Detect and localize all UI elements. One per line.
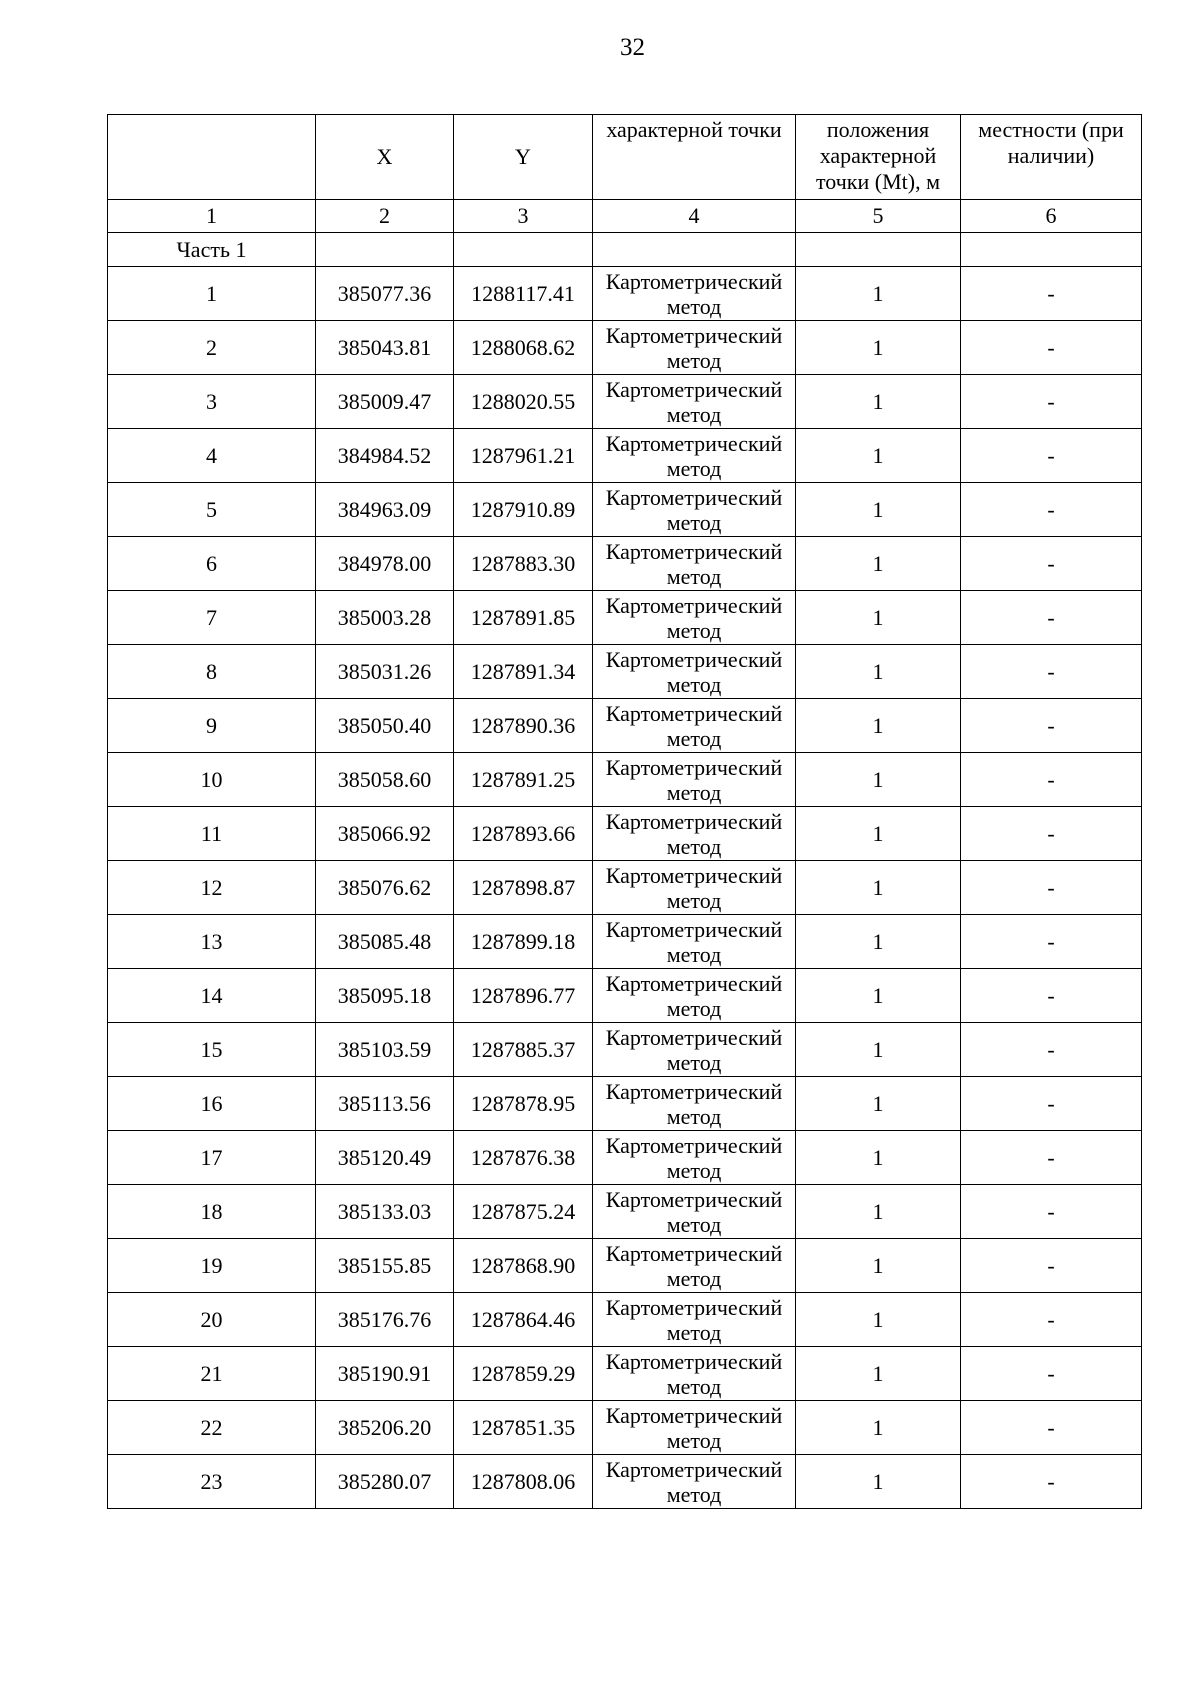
method-cell — [593, 699, 796, 753]
x-coordinate-cell: 385155.85 — [316, 1239, 454, 1293]
method-line: Картометрический — [605, 538, 783, 564]
point-number-cell: 6 — [108, 537, 316, 591]
method-line: Картометрический — [605, 808, 783, 834]
x-coordinate-cell: 385009.47 — [316, 375, 454, 429]
y-coordinate-cell: 1287910.89 — [454, 483, 593, 537]
header-line: местности (при — [978, 117, 1124, 142]
method-line: Картометрический — [605, 916, 783, 942]
method-line: Картометрический — [605, 430, 783, 456]
method-line: Картометрический — [605, 322, 783, 348]
section-label: Часть 1 — [108, 233, 316, 267]
point-number-cell: 2 — [108, 321, 316, 375]
table-row — [108, 375, 1142, 429]
x-coordinate-cell: 385077.36 — [316, 267, 454, 321]
header-line: положения — [826, 117, 930, 142]
y-coordinate-cell: 1287878.95 — [454, 1077, 593, 1131]
accuracy-cell: 1 — [796, 483, 961, 537]
accuracy-cell: 1 — [796, 1293, 961, 1347]
accuracy-cell: 1 — [796, 1347, 961, 1401]
point-number-cell: 11 — [108, 807, 316, 861]
x-coordinate-cell: 385120.49 — [316, 1131, 454, 1185]
table-row — [108, 1023, 1142, 1077]
empty-cell — [454, 233, 593, 267]
method-line: Картометрический — [605, 1348, 783, 1374]
description-cell: - — [961, 753, 1142, 807]
method-cell — [593, 807, 796, 861]
description-cell: - — [961, 1131, 1142, 1185]
description-cell: - — [961, 1401, 1142, 1455]
method-cell — [593, 537, 796, 591]
accuracy-cell: 1 — [796, 1023, 961, 1077]
point-number-cell: 17 — [108, 1131, 316, 1185]
table-row — [108, 699, 1142, 753]
method-line: Картометрический — [605, 268, 783, 294]
method-line: метод — [666, 1103, 722, 1129]
description-cell: - — [961, 483, 1142, 537]
header-cell-method: характерной точки — [593, 115, 796, 200]
method-line: метод — [666, 1157, 722, 1183]
x-coordinate-cell: 385133.03 — [316, 1185, 454, 1239]
y-coordinate-cell: 1288020.55 — [454, 375, 593, 429]
method-line: метод — [666, 779, 722, 805]
table-row — [108, 483, 1142, 537]
method-cell — [593, 645, 796, 699]
x-coordinate-cell: 385066.92 — [316, 807, 454, 861]
point-number-cell: 22 — [108, 1401, 316, 1455]
method-line: Картометрический — [605, 484, 783, 510]
accuracy-cell: 1 — [796, 1401, 961, 1455]
accuracy-cell: 1 — [796, 915, 961, 969]
method-line: метод — [666, 617, 722, 643]
method-line: Картометрический — [605, 1024, 783, 1050]
accuracy-cell: 1 — [796, 1239, 961, 1293]
method-line: метод — [666, 401, 722, 427]
description-cell: - — [961, 591, 1142, 645]
empty-cell — [961, 233, 1142, 267]
description-cell: - — [961, 1077, 1142, 1131]
table-row — [108, 753, 1142, 807]
method-line: метод — [666, 347, 722, 373]
table-row — [108, 969, 1142, 1023]
y-coordinate-cell: 1287893.66 — [454, 807, 593, 861]
method-line: метод — [666, 1265, 722, 1291]
x-coordinate-cell: 385095.18 — [316, 969, 454, 1023]
x-coordinate-cell: 385043.81 — [316, 321, 454, 375]
header-line: характерной — [819, 143, 937, 168]
y-coordinate-cell: 1287868.90 — [454, 1239, 593, 1293]
x-coordinate-cell: 385103.59 — [316, 1023, 454, 1077]
accuracy-cell: 1 — [796, 591, 961, 645]
header-line: точки (Mt), м — [815, 169, 941, 194]
description-cell: - — [961, 1293, 1142, 1347]
table-body — [108, 115, 1142, 1509]
y-coordinate-cell: 1287891.34 — [454, 645, 593, 699]
accuracy-cell: 1 — [796, 1455, 961, 1509]
method-line: Картометрический — [605, 970, 783, 996]
x-coordinate-cell: 385176.76 — [316, 1293, 454, 1347]
description-cell: - — [961, 645, 1142, 699]
description-cell: - — [961, 1023, 1142, 1077]
method-line: метод — [666, 725, 722, 751]
method-cell — [593, 969, 796, 1023]
accuracy-cell: 1 — [796, 429, 961, 483]
method-line: Картометрический — [605, 862, 783, 888]
y-coordinate-cell: 1287898.87 — [454, 861, 593, 915]
column-number: 5 — [796, 200, 961, 233]
method-line: Картометрический — [605, 376, 783, 402]
x-coordinate-cell: 385076.62 — [316, 861, 454, 915]
description-cell: - — [961, 807, 1142, 861]
header-row — [108, 115, 1142, 200]
table-row — [108, 591, 1142, 645]
y-coordinate-cell: 1287891.85 — [454, 591, 593, 645]
table-row — [108, 861, 1142, 915]
x-coordinate-cell: 385031.26 — [316, 645, 454, 699]
description-cell: - — [961, 699, 1142, 753]
accuracy-cell: 1 — [796, 753, 961, 807]
method-line: Картометрический — [605, 1294, 783, 1320]
point-number-cell: 3 — [108, 375, 316, 429]
x-coordinate-cell: 384978.00 — [316, 537, 454, 591]
method-line: Картометрический — [605, 1402, 783, 1428]
method-line: Картометрический — [605, 1078, 783, 1104]
method-line: метод — [666, 995, 722, 1021]
table-row — [108, 1077, 1142, 1131]
description-cell: - — [961, 915, 1142, 969]
y-coordinate-cell: 1287891.25 — [454, 753, 593, 807]
description-cell: - — [961, 321, 1142, 375]
method-line: метод — [666, 941, 722, 967]
y-coordinate-cell: 1287961.21 — [454, 429, 593, 483]
method-line: метод — [666, 1049, 722, 1075]
table-row — [108, 645, 1142, 699]
point-number-cell: 8 — [108, 645, 316, 699]
point-number-cell: 7 — [108, 591, 316, 645]
method-cell — [593, 1293, 796, 1347]
header-cell-accuracy — [796, 115, 961, 200]
method-line: Картометрический — [605, 1186, 783, 1212]
description-cell: - — [961, 537, 1142, 591]
x-coordinate-cell: 385190.91 — [316, 1347, 454, 1401]
accuracy-cell: 1 — [796, 1131, 961, 1185]
point-number-cell: 5 — [108, 483, 316, 537]
column-number: 6 — [961, 200, 1142, 233]
x-coordinate-cell: 384984.52 — [316, 429, 454, 483]
method-line: Картометрический — [605, 1240, 783, 1266]
method-cell — [593, 1401, 796, 1455]
method-line: метод — [666, 1427, 722, 1453]
method-cell — [593, 267, 796, 321]
accuracy-cell: 1 — [796, 267, 961, 321]
method-line: Картометрический — [605, 700, 783, 726]
method-line: Картометрический — [605, 592, 783, 618]
table-row — [108, 429, 1142, 483]
description-cell: - — [961, 1239, 1142, 1293]
description-cell: - — [961, 1347, 1142, 1401]
y-coordinate-cell: 1287864.46 — [454, 1293, 593, 1347]
table-row — [108, 807, 1142, 861]
method-cell — [593, 429, 796, 483]
point-number-cell: 21 — [108, 1347, 316, 1401]
x-coordinate-cell: 385206.20 — [316, 1401, 454, 1455]
accuracy-cell: 1 — [796, 1185, 961, 1239]
point-number-cell: 14 — [108, 969, 316, 1023]
description-cell: - — [961, 969, 1142, 1023]
header-line: наличии) — [1007, 143, 1095, 168]
point-number-cell: 19 — [108, 1239, 316, 1293]
method-cell — [593, 1023, 796, 1077]
header-cell-x: X — [316, 115, 454, 200]
coordinates-table — [107, 114, 1142, 1509]
method-cell — [593, 321, 796, 375]
column-number-row — [108, 200, 1142, 233]
x-coordinate-cell: 385050.40 — [316, 699, 454, 753]
method-line: метод — [666, 563, 722, 589]
table-row — [108, 267, 1142, 321]
x-coordinate-cell: 385085.48 — [316, 915, 454, 969]
column-number: 4 — [593, 200, 796, 233]
accuracy-cell: 1 — [796, 1077, 961, 1131]
y-coordinate-cell: 1287859.29 — [454, 1347, 593, 1401]
method-line: метод — [666, 671, 722, 697]
description-cell: - — [961, 1455, 1142, 1509]
description-cell: - — [961, 267, 1142, 321]
y-coordinate-cell: 1288068.62 — [454, 321, 593, 375]
table-row — [108, 1293, 1142, 1347]
method-line: метод — [666, 293, 722, 319]
method-line: метод — [666, 833, 722, 859]
table-row — [108, 1185, 1142, 1239]
x-coordinate-cell: 385058.60 — [316, 753, 454, 807]
accuracy-cell: 1 — [796, 699, 961, 753]
accuracy-cell: 1 — [796, 861, 961, 915]
header-cell-y: Y — [454, 115, 593, 200]
header-cell-point-number — [108, 115, 316, 200]
column-number: 3 — [454, 200, 593, 233]
method-cell — [593, 861, 796, 915]
x-coordinate-cell: 385113.56 — [316, 1077, 454, 1131]
table-row — [108, 1455, 1142, 1509]
table-row — [108, 1347, 1142, 1401]
method-cell — [593, 753, 796, 807]
point-number-cell: 18 — [108, 1185, 316, 1239]
table-row — [108, 321, 1142, 375]
method-cell — [593, 1077, 796, 1131]
empty-cell — [593, 233, 796, 267]
accuracy-cell: 1 — [796, 321, 961, 375]
method-line: Картометрический — [605, 1456, 783, 1482]
method-line: Картометрический — [605, 1132, 783, 1158]
method-cell — [593, 1239, 796, 1293]
y-coordinate-cell: 1287885.37 — [454, 1023, 593, 1077]
table-row — [108, 537, 1142, 591]
description-cell: - — [961, 1185, 1142, 1239]
point-number-cell: 20 — [108, 1293, 316, 1347]
point-number-cell: 16 — [108, 1077, 316, 1131]
method-cell — [593, 591, 796, 645]
accuracy-cell: 1 — [796, 969, 961, 1023]
method-cell — [593, 915, 796, 969]
point-number-cell: 23 — [108, 1455, 316, 1509]
x-coordinate-cell: 385003.28 — [316, 591, 454, 645]
y-coordinate-cell: 1287899.18 — [454, 915, 593, 969]
description-cell: - — [961, 375, 1142, 429]
method-line: Картометрический — [605, 646, 783, 672]
method-line: метод — [666, 1319, 722, 1345]
column-number: 2 — [316, 200, 454, 233]
point-number-cell: 10 — [108, 753, 316, 807]
y-coordinate-cell: 1287896.77 — [454, 969, 593, 1023]
accuracy-cell: 1 — [796, 537, 961, 591]
description-cell: - — [961, 429, 1142, 483]
method-line: метод — [666, 455, 722, 481]
empty-cell — [316, 233, 454, 267]
header-cell-description — [961, 115, 1142, 200]
accuracy-cell: 1 — [796, 645, 961, 699]
table-row — [108, 915, 1142, 969]
y-coordinate-cell: 1287890.36 — [454, 699, 593, 753]
y-coordinate-cell: 1287851.35 — [454, 1401, 593, 1455]
method-line: метод — [666, 509, 722, 535]
point-number-cell: 12 — [108, 861, 316, 915]
table-row — [108, 1239, 1142, 1293]
method-line: Картометрический — [605, 754, 783, 780]
method-line: метод — [666, 1373, 722, 1399]
empty-cell — [796, 233, 961, 267]
method-cell — [593, 483, 796, 537]
x-coordinate-cell: 385280.07 — [316, 1455, 454, 1509]
method-cell — [593, 1455, 796, 1509]
accuracy-cell: 1 — [796, 375, 961, 429]
y-coordinate-cell: 1287876.38 — [454, 1131, 593, 1185]
y-coordinate-cell: 1288117.41 — [454, 267, 593, 321]
point-number-cell: 4 — [108, 429, 316, 483]
description-cell: - — [961, 861, 1142, 915]
method-line: метод — [666, 1211, 722, 1237]
accuracy-cell: 1 — [796, 807, 961, 861]
method-cell — [593, 1347, 796, 1401]
column-number: 1 — [108, 200, 316, 233]
y-coordinate-cell: 1287808.06 — [454, 1455, 593, 1509]
method-line: метод — [666, 887, 722, 913]
section-row — [108, 233, 1142, 267]
page-number: 32 — [620, 34, 645, 61]
method-cell — [593, 1131, 796, 1185]
y-coordinate-cell: 1287883.30 — [454, 537, 593, 591]
table-row — [108, 1401, 1142, 1455]
point-number-cell: 13 — [108, 915, 316, 969]
y-coordinate-cell: 1287875.24 — [454, 1185, 593, 1239]
x-coordinate-cell: 384963.09 — [316, 483, 454, 537]
method-line: метод — [666, 1481, 722, 1507]
table-row — [108, 1131, 1142, 1185]
point-number-cell: 15 — [108, 1023, 316, 1077]
point-number-cell: 1 — [108, 267, 316, 321]
point-number-cell: 9 — [108, 699, 316, 753]
method-cell — [593, 375, 796, 429]
method-cell — [593, 1185, 796, 1239]
